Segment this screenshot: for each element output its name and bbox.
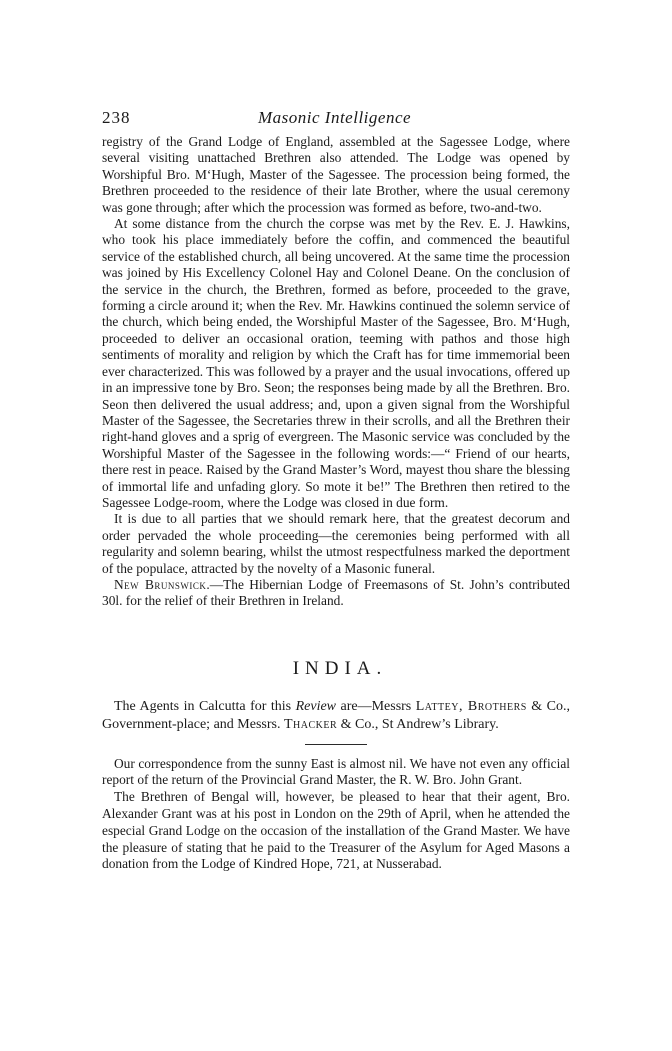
running-title: Masonic Intelligence — [258, 108, 412, 127]
agents-text: & Co., Government-place; and Messrs. — [102, 698, 571, 733]
paragraph-correspondence: Our correspondence from the sunny East is almost nil. We have not even any official report of the return of the Provincial Grand Master, the R. W. Bro. John Grant. — [102, 755, 570, 788]
page-number: 238 — [102, 108, 131, 127]
book-page — [102, 108, 570, 873]
agent-name-lattey: Lattey, Brothers — [415, 698, 527, 714]
new-brunswick-heading: New Brunswick — [114, 576, 207, 592]
paragraph-decorum: It is due to all parties that we should remark here, that the greatest decorum and order pervaded the whole proceeding—the ceremonies being performed with all regularity and solemn bearing, whilst the utmost respectfulness marked the deportment of the populace, attracted by the novelty of a Masonic funeral. — [102, 511, 570, 576]
paragraph-agents — [102, 698, 570, 735]
paragraph-procession: registry of the Grand Lodge of England, assembled at the Sagessee Lodge, where several visiting unattached Brethren also attended. The Lodge was opened by Worshipful Bro. M‘Hugh, Master of the Sagessee. The procession being formed, the Brethren proceeded to the residence of their late Brother, where the usual ceremony was gone through; after which the procession was formed as before, two-and-two. — [102, 134, 570, 215]
section-title-india: INDIA. — [292, 657, 388, 679]
agent-name-thacker: Thacker — [283, 717, 338, 733]
paragraph-bengal: The Brethren of Bengal will, however, be pleased to hear that their agent, Bro. Alexander Grant was at his post in London on the 29th of April, when he attended the especial Grand Lodge on the occasion of the installation of the Grand Master. We have the pleasure of stating that he paid to the Treasurer of the Asylum for Aged Masons a donation from the Lodge of Kindred Hope, 721, at Nusserabad. — [102, 789, 570, 872]
agents-text: The Agents in Calcutta for this — [114, 698, 296, 714]
agents-notice — [102, 698, 570, 735]
funeral-report — [102, 134, 570, 610]
review-title: Review — [295, 698, 337, 714]
paragraph-new-brunswick — [102, 577, 570, 610]
agents-text: are—Messrs — [336, 698, 416, 714]
agents-text: & Co., St Andrew’s Library. — [337, 717, 499, 733]
new-brunswick-text: .—The Hibernian Lodge of Freemasons of St. John’s contributed 30l. for the relief of their Brethren in Ireland. — [102, 576, 570, 609]
paragraph-service: At some distance from the church the corpse was met by the Rev. E. J. Hawkins, who took his place immediately before the coffin, and commenced the beautiful service of the established church, all being uncovered. At the same time the procession was joined by His Excellency Colonel Hay and Colonel Deane. On the conclusion of the service in the church, the Brethren, formed as before, proceeded to the grave, forming a circle around it; when the Rev. Mr. Hawkins continued the solemn service of the church, which being ended, the Worshipful Master of the Sagessee, Bro. M‘Hugh, proceeded to deliver an occasional oration, teeming with pathos and those high sentiments of morality and religion by which the Craft has for time immemorial been ever characterized. This was followed by a prayer and the usual invocations, offered up in an impressive tone by Bro. Seon; the responses being made by all the Brethren. Bro. Seon then delivered the usual address; and, upon a given signal from the Worshipful Master of the Sagessee, the Secretaries threw in their scrolls, and all the Brethren their right-hand gloves and a sprig of evergreen. The Masonic service was concluded by the Worshipful Master of the Sagessee in the following words:—“ Friend of our hearts, there rest in peace. Raised by the Grand Master’s Word, mayest thou share the blessing of immortal life and unfading glory. So mote it be!” The Brethren then retired to the Sagessee Lodge-room, where the Lodge was closed in due form. — [102, 216, 570, 510]
running-head — [102, 108, 570, 134]
section-rule — [305, 744, 367, 745]
india-report — [102, 756, 570, 874]
